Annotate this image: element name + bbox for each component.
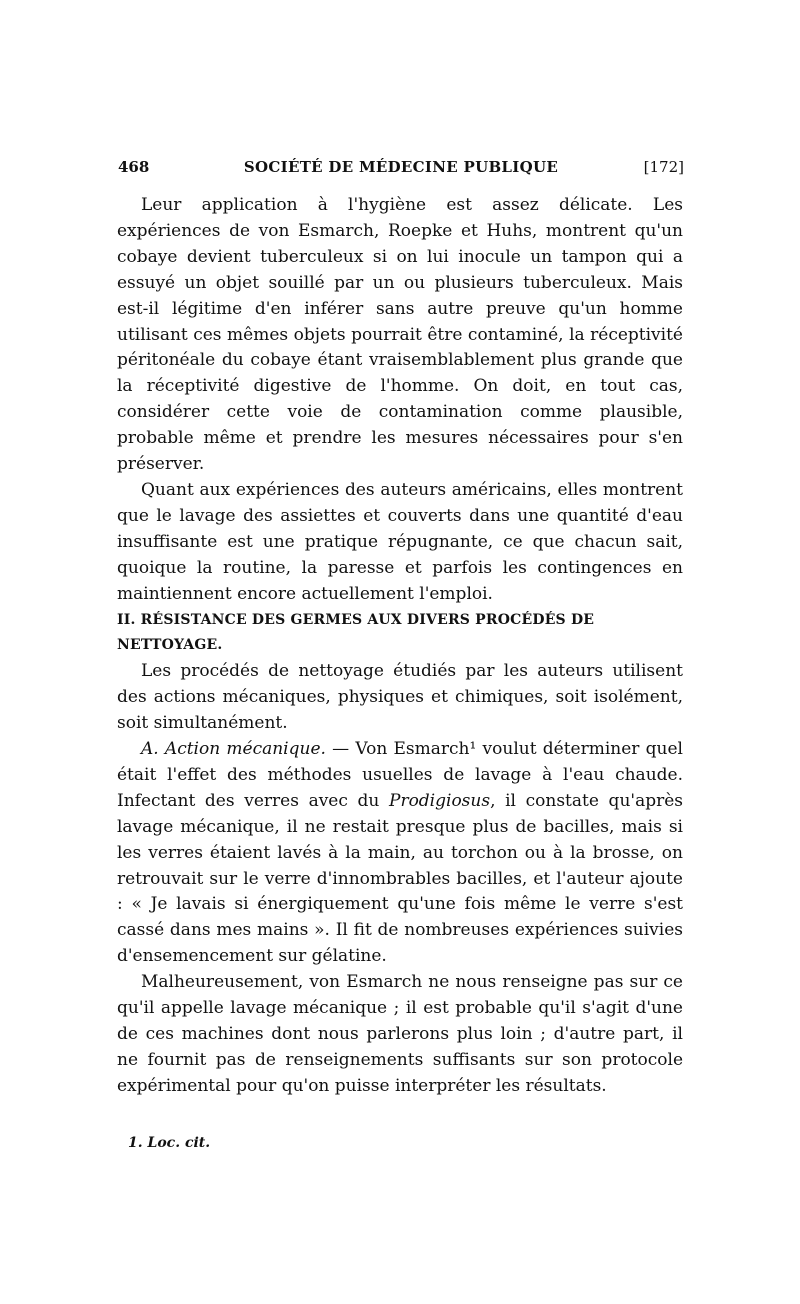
paragraph-1: Leur application à l'hygiène est assez délicate. Les expériences de von Esmarch, Roepke et Huhs, montrent qu'un cobaye devient tuberculeux si on lui inocule un tampon qui a essuyé un objet souillé par un ou plusieurs tuberculeux. Mais est-il légitime d'en inférer sans autre preuve qu'un homme utilisant ces mêmes objets pourrait être contaminé, la réceptivité péritonéale du cobaye étant vraisemblablement plus grande que la réceptivité digestive de l'homme. On doit, en tout cas, considérer cette voie de contamination comme plausible, probable même et prendre les mesures nécessaires pour s'en préserver. [117, 195, 683, 475]
paragraph-4-text-b: , il constate qu'après lavage mécanique, il ne restait presque plus de bacilles, mais si les verres étaient lavés à la main, au torchon ou à la brosse, on retrouvait sur le verre d'innombrables bacilles, et l'auteur ajoute : « Je lavais si énergiquement qu'une fois même le verre s'est cassé dans mes mains ». Il fit de nombreuses expériences suivies d'ensemencement sur gélatine. [117, 790, 683, 967]
running-header [118, 158, 684, 180]
page-reference: [172] [643, 158, 684, 176]
paragraph-4 [117, 737, 683, 970]
page-number: 468 [118, 158, 150, 176]
paragraph-3: Les procédés de nettoyage étudiés par les auteurs utilisent des actions mécaniques, physiques et chimiques, soit isolément, soit simultanément. [117, 661, 683, 734]
paragraph-4-italic: Prodigiosus [389, 790, 491, 811]
subsection-label: A. Action mécanique. [141, 739, 326, 760]
section-heading: II. RÉSISTANCE DES GERMES AUX DIVERS PROCÉDÉS DE NETTOYAGE. [117, 611, 595, 654]
page-title: SOCIÉTÉ DE MÉDECINE PUBLIQUE [243, 158, 559, 176]
paragraph-2: Quant aux expériences des auteurs américains, elles montrent que le lavage des assiettes et couverts dans une quantité d'eau insuffisante est une pratique répugnante, ce que chacun sait, quoique la routine, la paresse et parfois les contingences en maintiennent encore actuellement l'emploi. [117, 479, 683, 604]
paragraph-5: Malheureusement, von Esmarch ne nous renseigne pas sur ce qu'il appelle lavage mécanique ; il est probable qu'il s'agit d'une de ces machines dont nous parlerons plus loin ; d'autre part, il ne fournit pas de renseignements suffisants sur son protocole expérimental pour qu'on puisse interpréter les résultats. [117, 972, 683, 1096]
footnote: 1. Loc. cit. [128, 1135, 211, 1151]
paragraph-4-text-a: — Von Esmarch¹ voulut déterminer quel était l'effet des méthodes usuelles de lavage à l'eau chaude. Infectant des verres avec du [117, 739, 683, 811]
body-text [117, 193, 683, 1100]
